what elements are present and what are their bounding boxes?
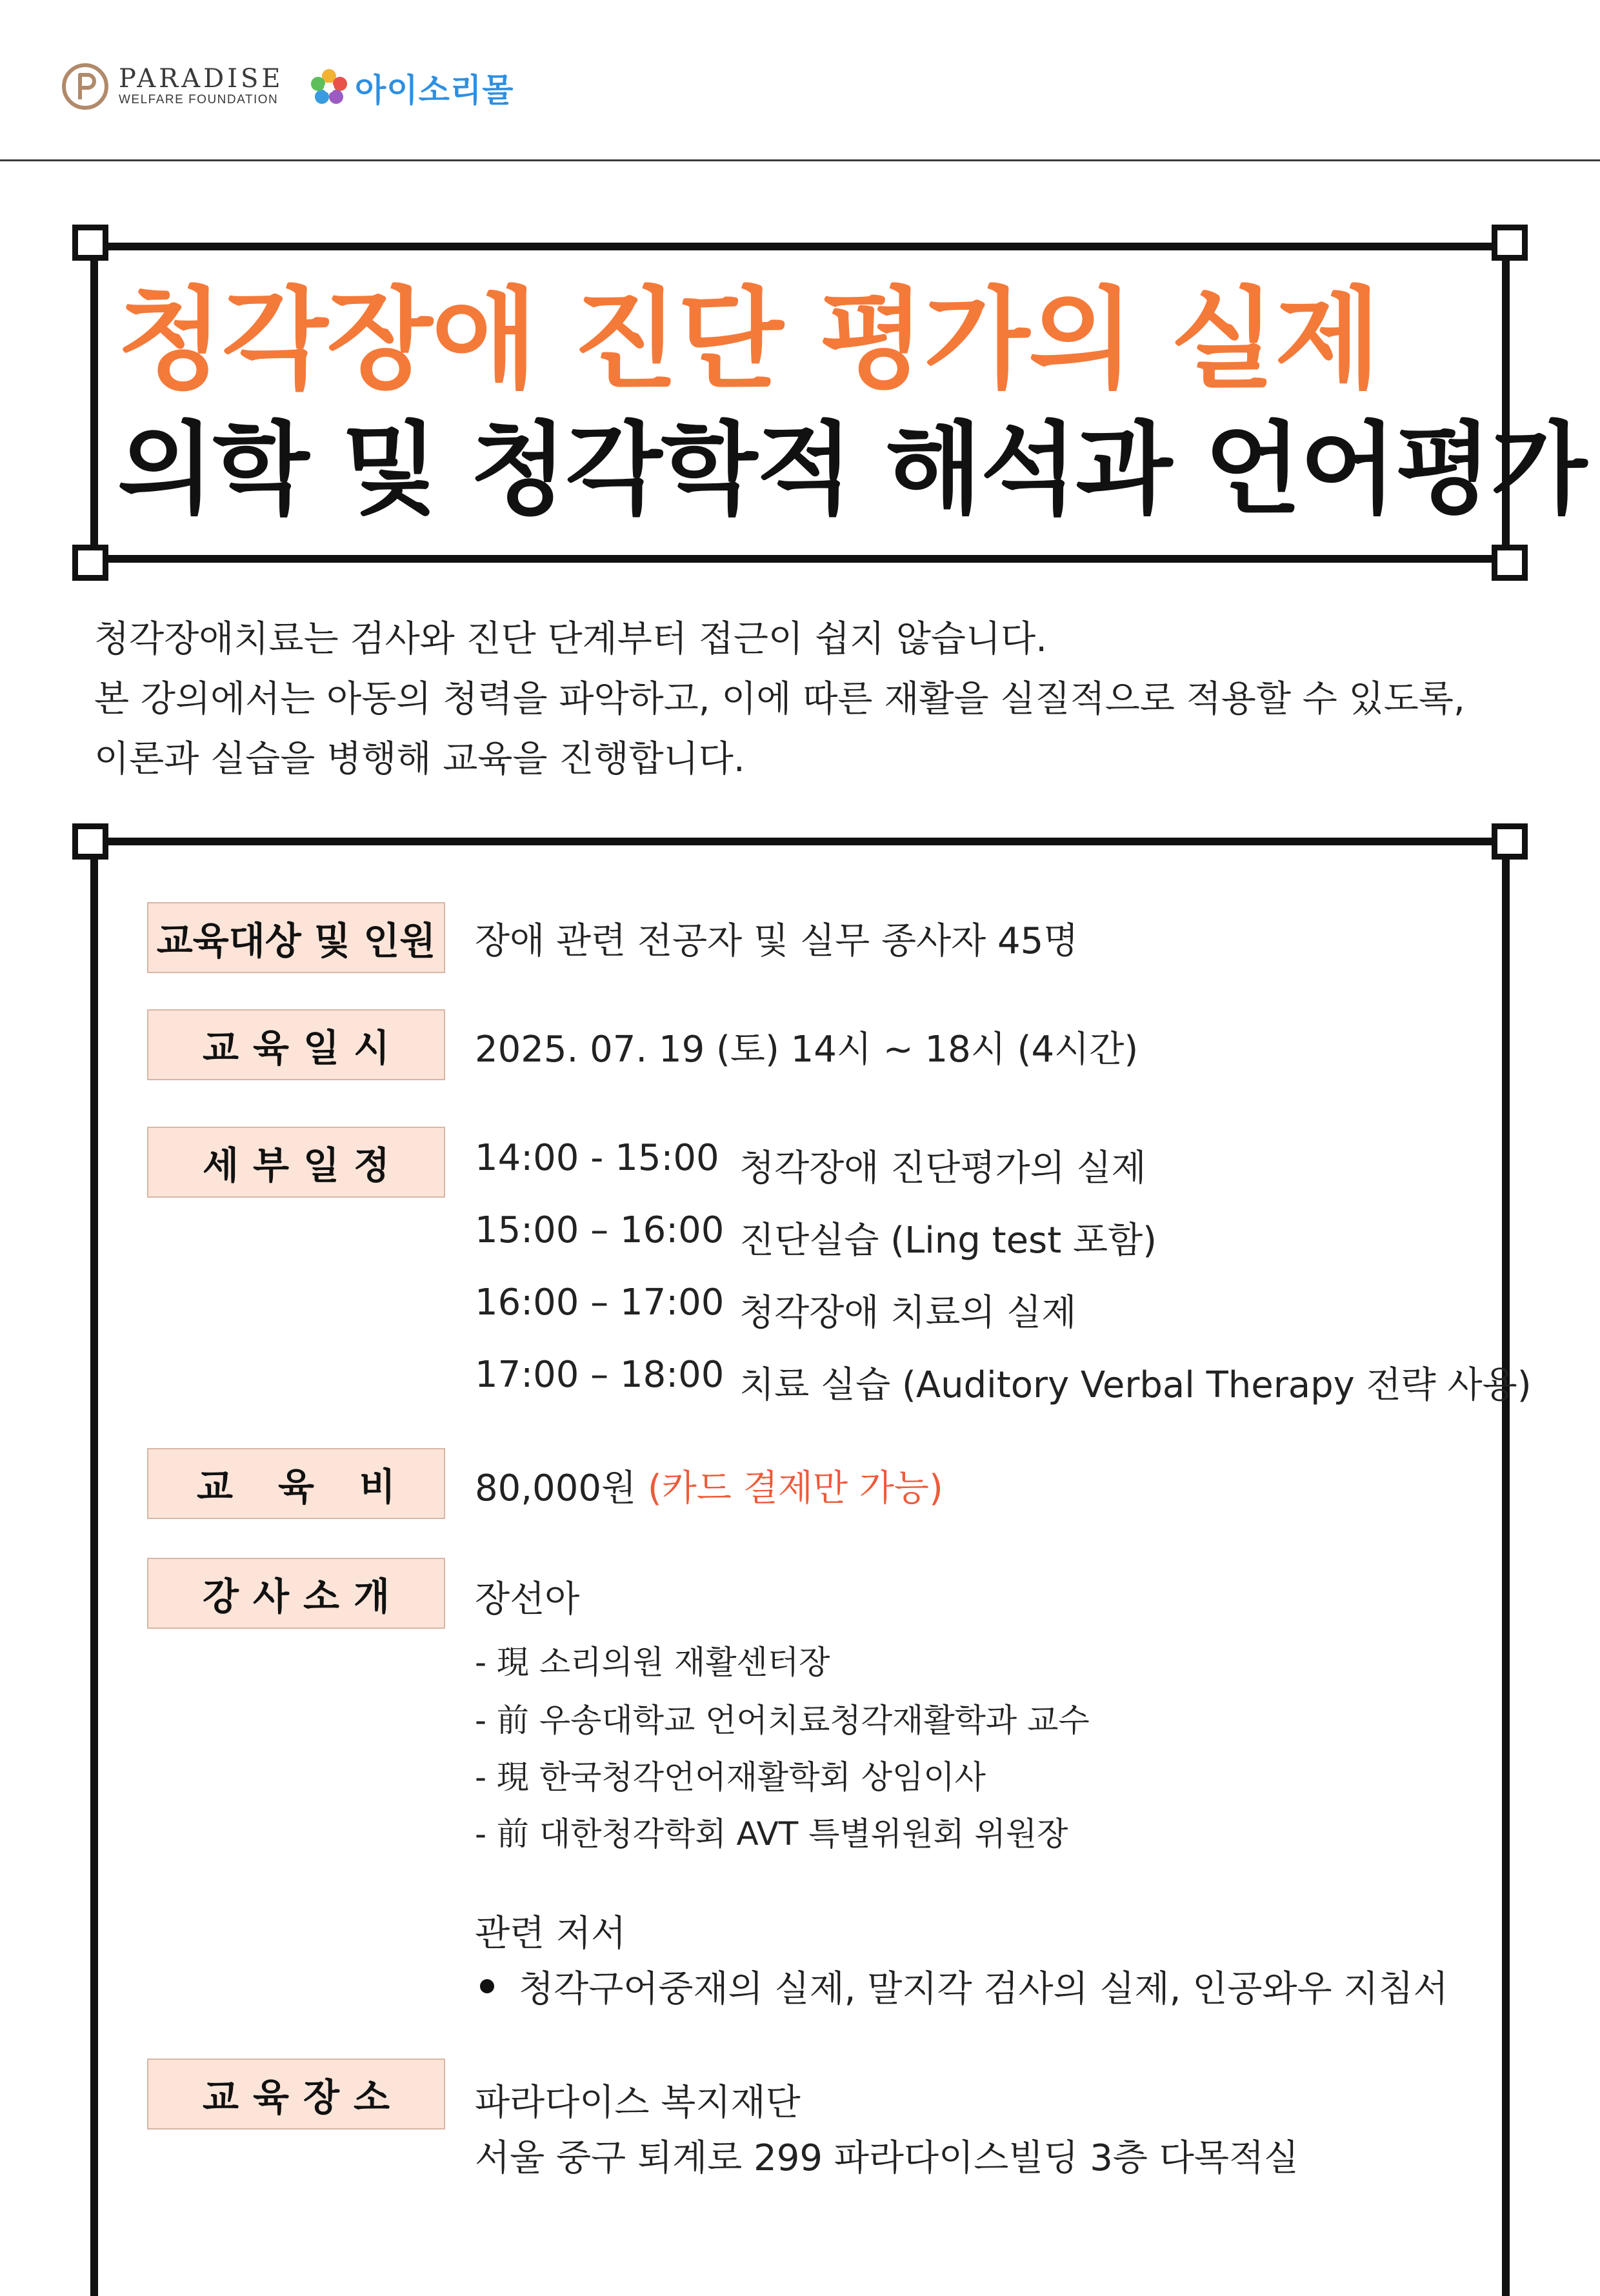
target-value: 장애 관련 전공자 및 실무 종사자 45명 [475, 920, 1079, 962]
schedule-desc: 치료 실습 (Auditory Verbal Therapy 전략 사용) [739, 1364, 1532, 1406]
target-label: 교육대상 및 인원 [147, 902, 445, 973]
schedule-time: 14:00 - 15:00 [475, 1137, 719, 1179]
bullet-icon [480, 1979, 494, 1993]
intro-line: 본 강의에서는 아동의 청력을 파악하고, 이에 따른 재활을 실질적으로 적용할 수 있도록, [94, 678, 1465, 720]
intro-line: 이론과 실습을 병행해 교육을 진행합니다. [94, 738, 745, 780]
books-text: 청각구어중재의 실제, 말지각 검사의 실제, 인공와우 지침서 [519, 1968, 1448, 2010]
schedule-desc: 청각장애 치료의 실제 [739, 1292, 1077, 1334]
instructor-credential: - 現 한국청각언어재활학회 상임이사 [475, 1758, 986, 1796]
instructor-name: 장선아 [475, 1578, 580, 1620]
corner-marker [1492, 225, 1528, 261]
fee-note: (카드 결제만 가능) [647, 1467, 943, 1509]
schedule-time: 17:00 – 18:00 [475, 1354, 725, 1396]
paradise-subtitle: WELFARE FOUNDATION [119, 93, 279, 106]
title-line-1: 청각장애 진단 평가의 실제 [117, 276, 1379, 404]
paradise-p-icon [61, 62, 110, 111]
books-label: 관련 저서 [475, 1913, 626, 1955]
schedule-label: 세부일정 [147, 1127, 445, 1198]
corner-marker [1492, 545, 1528, 581]
schedule-time: 16:00 – 17:00 [475, 1282, 725, 1324]
paradise-name: PARADISE [119, 64, 284, 94]
schedule-desc: 청각장애 진단평가의 실제 [739, 1147, 1146, 1189]
schedule-desc: 진단실습 (Ling test 포함) [739, 1220, 1157, 1262]
schedule-time: 15:00 – 16:00 [475, 1209, 725, 1251]
place-line-2: 서울 중구 퇴계로 299 파라다이스빌딩 3층 다목적실 [475, 2137, 1299, 2179]
intro-text [94, 609, 1465, 789]
books-item [480, 1960, 1448, 2012]
fee-label: 교육비 [147, 1448, 445, 1519]
corner-marker [72, 545, 108, 581]
instructor-credential: - 前 우송대학교 언어치료청각재활학과 교수 [475, 1702, 1090, 1739]
instructor-credential: - 現 소리의원 재활센터장 [475, 1644, 830, 1681]
paradise-logo [61, 62, 284, 111]
flower-icon [308, 67, 350, 108]
instructor-label: 강사소개 [147, 1558, 445, 1629]
place-line-1: 파라다이스 복지재단 [475, 2082, 801, 2124]
isori-logo [308, 65, 514, 111]
intro-line: 청각장애치료는 검사와 진단 단계부터 접근이 쉽지 않습니다. [94, 618, 1048, 660]
fee-value-row [475, 1460, 943, 1511]
date-value: 2025. 07. 19 (토) 14시 ~ 18시 (4시간) [475, 1029, 1139, 1071]
header-divider [0, 159, 1600, 161]
instructor-credential: - 前 대한청각학회 AVT 특별위원회 위원장 [475, 1815, 1068, 1853]
date-label: 교육일시 [147, 1009, 445, 1080]
corner-marker [72, 225, 108, 261]
fee-value: 80,000원 [475, 1467, 637, 1509]
corner-marker [1492, 823, 1528, 860]
corner-marker [72, 823, 108, 860]
isori-name: 아이소리몰 [355, 72, 514, 109]
title-line-2: 의학 및 청각학적 해석과 언어평가 [117, 411, 1586, 528]
place-label: 교육장소 [147, 2059, 445, 2130]
